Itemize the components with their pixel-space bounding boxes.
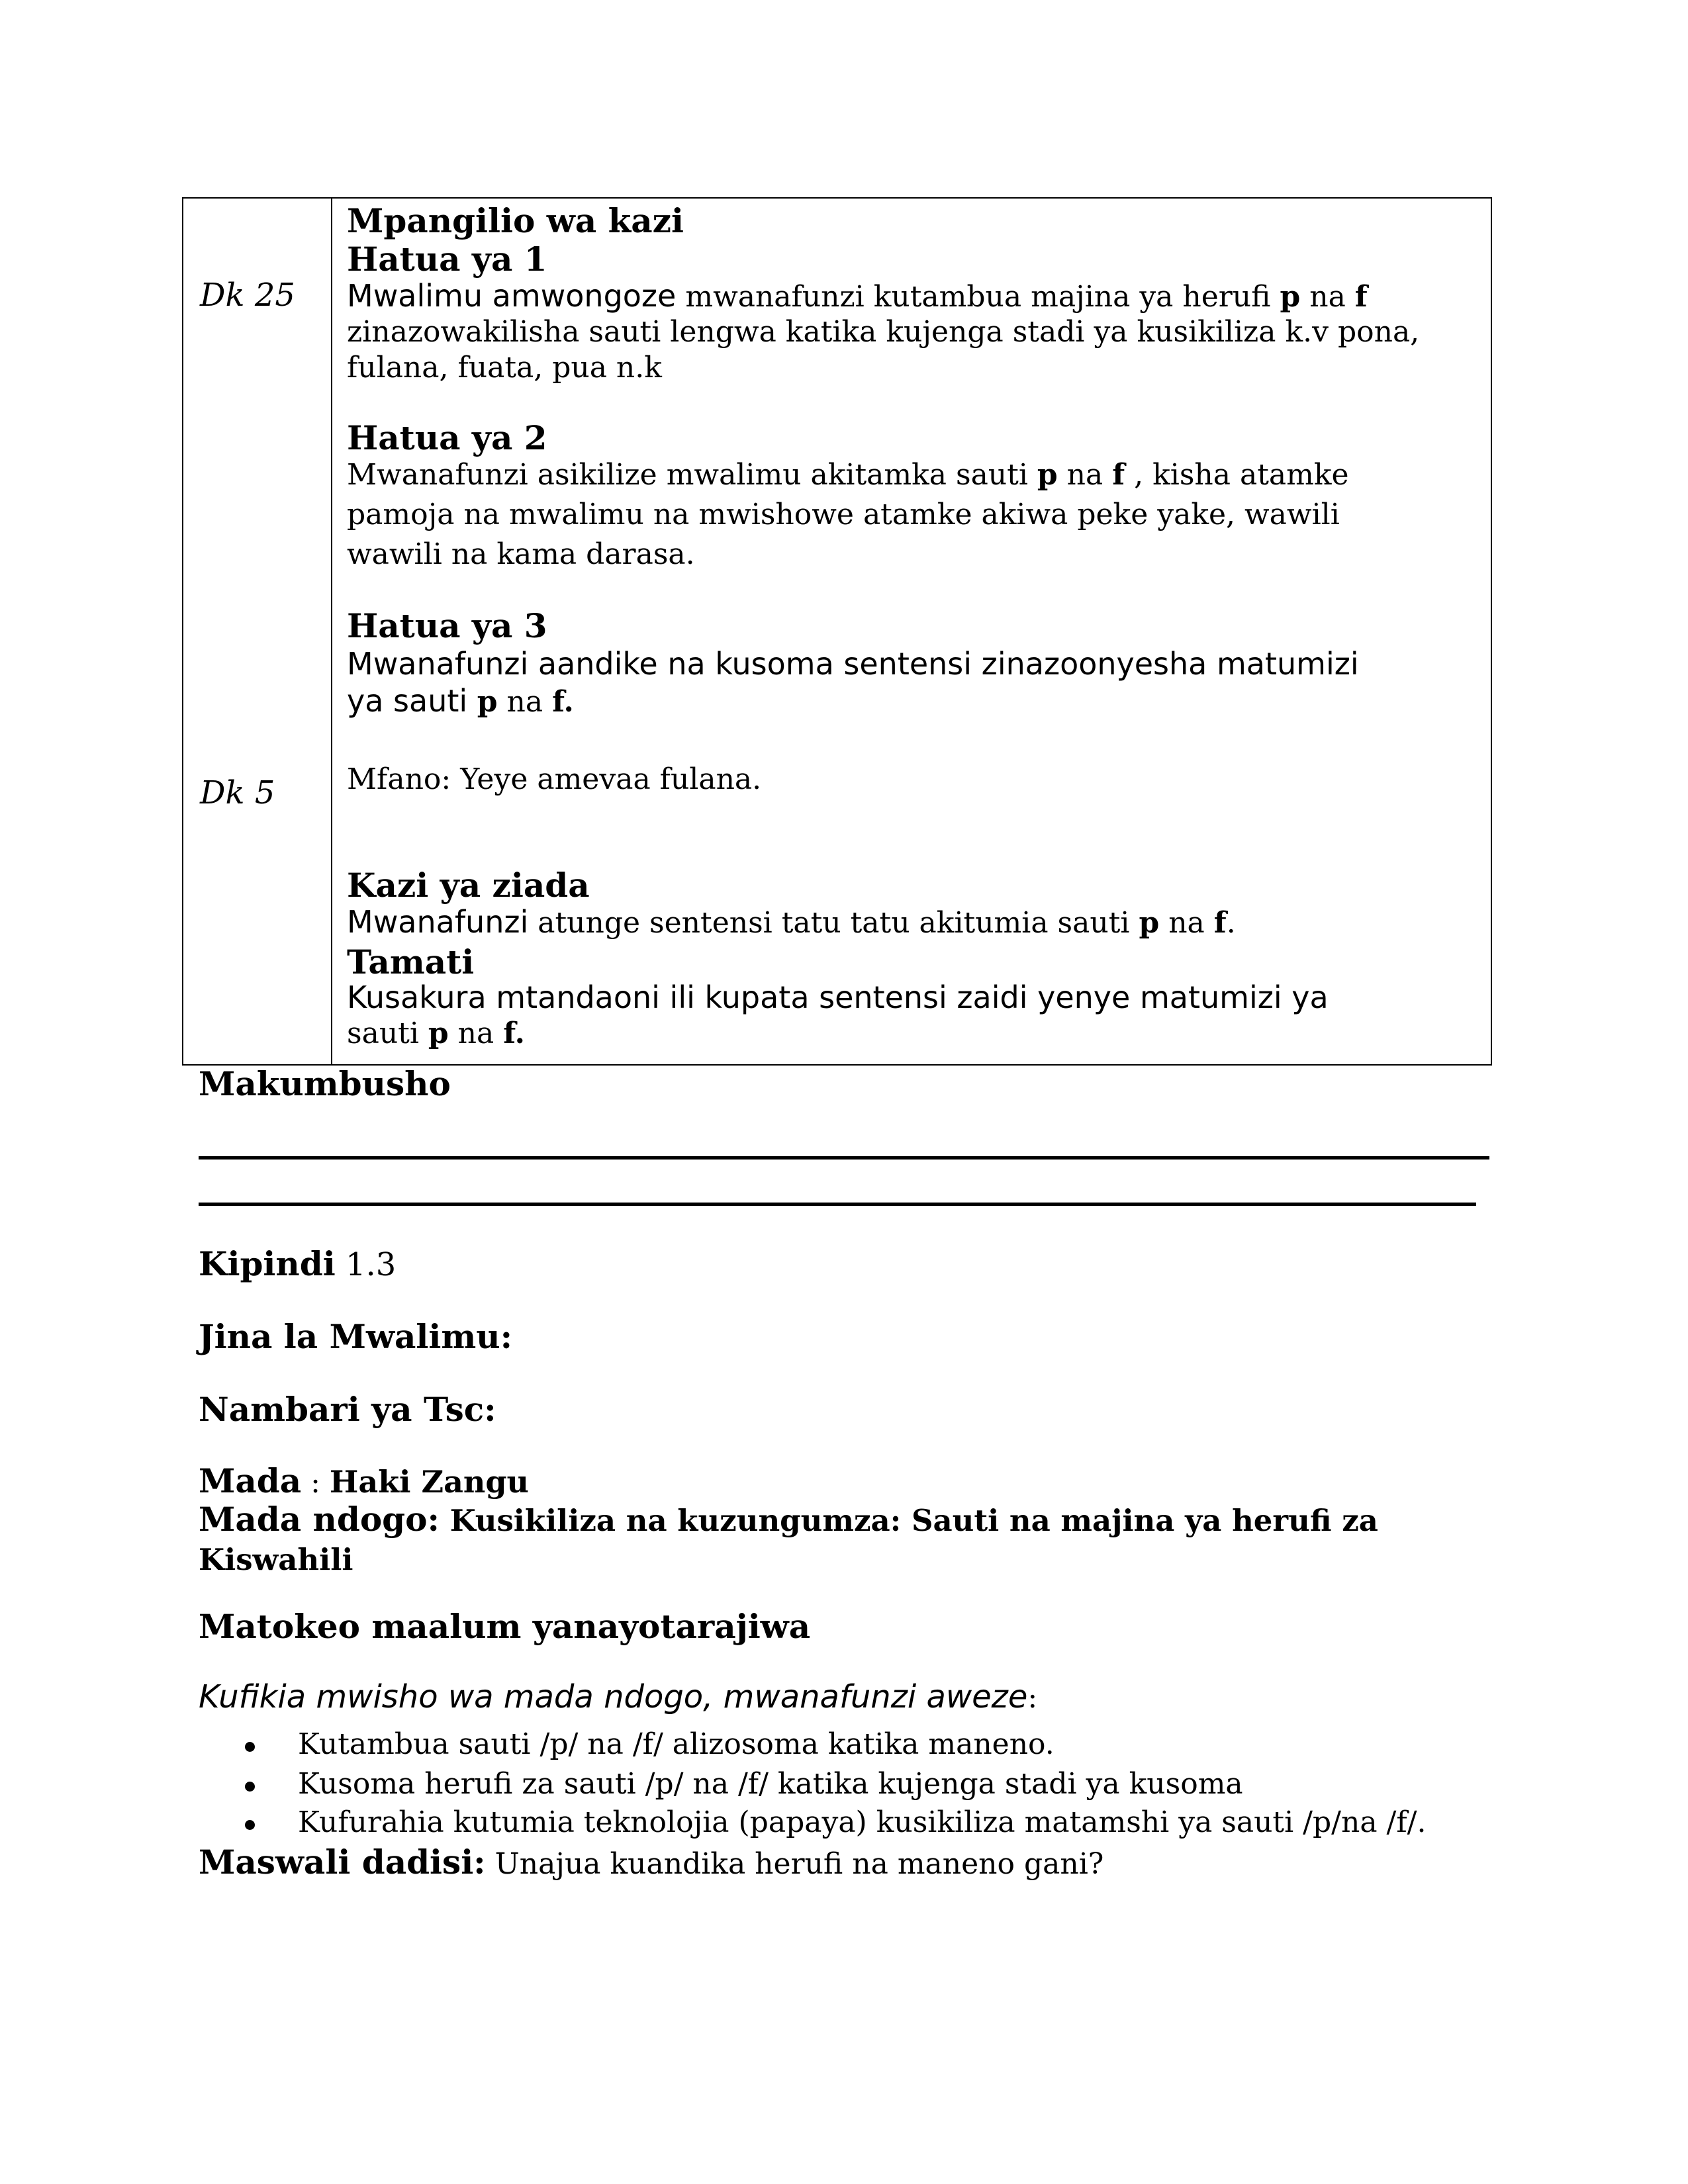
hatua-2-line-3: wawili na kama darasa. <box>347 537 695 571</box>
hatua-1-heading: Hatua ya 1 <box>347 240 547 279</box>
kazi-ya-ziada-line: Mwanafunzi atunge sentensi tatu tatu akitumia sauti p na f. <box>347 904 1236 940</box>
matokeo-heading: Matokeo maalum yanayotarajiwa <box>199 1607 811 1646</box>
maswali-dadisi-line: Maswali dadisi: Unajua kuandika herufi na maneno gani? <box>199 1843 1104 1882</box>
objective-item-2: Kusoma herufi za sauti /p/ na /f/ katika kujenga stadi ya kusoma <box>298 1767 1243 1801</box>
mfano-line: Mfano: Yeye amevaa fulana. <box>347 762 762 796</box>
hatua-2-line-1: Mwanafunzi asikilize mwalimu akitamka sauti p na f , kisha atamke <box>347 458 1349 492</box>
jina-la-mwalimu: Jina la Mwalimu: <box>199 1317 513 1356</box>
hatua-1-line-2: zinazowakilisha sauti lengwa katika kujenga stadi ya kusikiliza k.v pona, <box>347 315 1420 349</box>
objective-item-3: Kufurahia kutumia teknolojia (papaya) kusikiliza matamshi ya sauti /p/na /f/. <box>298 1805 1427 1839</box>
mada-ndogo-line: Mada ndogo: Kusikiliza na kuzungumza: Sauti na majina ya herufi za <box>199 1500 1378 1539</box>
hatua-3-line-2: ya sauti p na f. <box>347 683 574 719</box>
bullet-dot <box>245 1742 255 1752</box>
hatua-3-line-1: Mwanafunzi aandike na kusoma sentensi zinazoonyesha matumizi <box>347 646 1359 682</box>
tamati-line-2: sauti p na f. <box>347 1017 525 1050</box>
kazi-ya-ziada-heading: Kazi ya ziada <box>347 866 590 905</box>
tamati-heading: Tamati <box>347 942 475 981</box>
nambari-ya-tsc: Nambari ya Tsc: <box>199 1390 496 1429</box>
hatua-1-line-1: Mwalimu amwongoze mwanafunzi kutambua majina ya herufi p na f <box>347 278 1368 314</box>
kufikia-line: Kufikia mwisho wa mada ndogo, mwanafunzi aweze: <box>199 1678 1038 1715</box>
hatua-2-line-2: pamoja na mwalimu na mwishowe atamke akiwa peke yake, wawili <box>347 498 1340 531</box>
tamati-line-1: Kusakura mtandaoni ili kupata sentensi zaidi yenye matumizi ya <box>347 979 1329 1015</box>
mada-ndogo-line-2: Kiswahili <box>199 1542 353 1577</box>
mada-line: Mada : Haki Zangu <box>199 1461 529 1500</box>
mpangilio-heading: Mpangilio wa kazi <box>347 201 684 240</box>
hatua-3-heading: Hatua ya 3 <box>347 606 547 645</box>
time-dk-5: Dk 5 <box>200 774 275 811</box>
kipindi-line: Kipindi 1.3 <box>199 1244 397 1283</box>
hatua-1-line-3: fulana, fuata, pua n.k <box>347 351 662 385</box>
bullet-dot <box>245 1820 255 1830</box>
lesson-steps-table <box>182 197 1492 1066</box>
time-dk-25: Dk 25 <box>200 277 295 314</box>
bullet-dot <box>245 1782 255 1792</box>
hatua-2-heading: Hatua ya 2 <box>347 418 547 457</box>
answer-line-2 <box>199 1203 1476 1206</box>
objective-item-1: Kutambua sauti /p/ na /f/ alizosoma katika maneno. <box>298 1727 1055 1761</box>
makumbusho-heading: Makumbusho <box>199 1064 451 1103</box>
column-divider <box>331 199 332 1064</box>
answer-line-1 <box>199 1156 1489 1160</box>
